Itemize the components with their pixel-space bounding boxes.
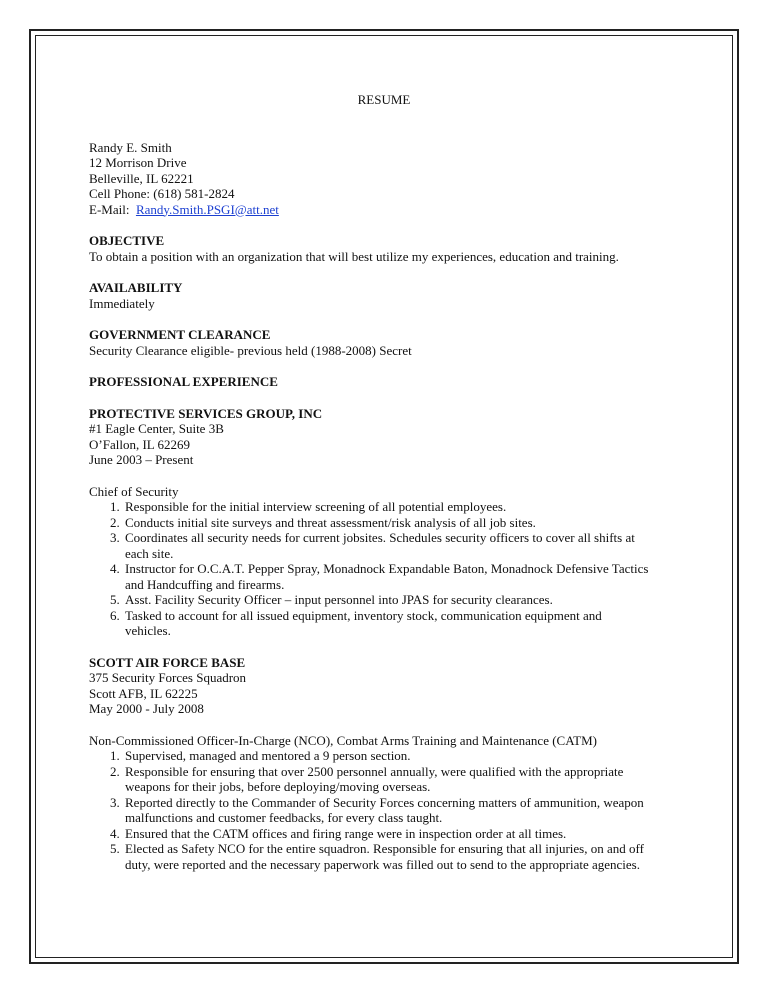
email-link[interactable]: Randy.Smith.PSGI@att.net bbox=[135, 201, 279, 217]
duty-text-line: Responsible for the initial interview screening of all potential employees. bbox=[125, 499, 507, 514]
duty-text-line: Tasked to account for all issued equipment, inventory stock, communication equipment and bbox=[125, 607, 602, 623]
contact-city: Belleville, IL 62221 bbox=[89, 170, 194, 186]
duty-text-line: Instructor for O.C.A.T. Pepper Spray, Monadnock Expandable Baton, Monadnock Defensive Tactics bbox=[125, 561, 649, 576]
duty-item bbox=[89, 841, 729, 872]
duty-item bbox=[89, 499, 729, 515]
job-address: 375 Security Forces Squadron bbox=[89, 670, 247, 685]
contact-block bbox=[89, 140, 729, 218]
objective-heading: OBJECTIVE bbox=[89, 233, 165, 248]
duty-item bbox=[89, 515, 729, 531]
duty-text-line: Reported directly to the Commander of Security Forces concerning matters of ammunition, weapon bbox=[125, 794, 644, 810]
duty-text-line: Conducts initial site surveys and threat assessment/risk analysis of all job sites. bbox=[125, 514, 536, 530]
duty-item bbox=[89, 795, 729, 826]
job-company: PROTECTIVE SERVICES GROUP, INC bbox=[89, 405, 323, 421]
duty-item bbox=[89, 530, 729, 561]
contact-email-row bbox=[89, 202, 729, 218]
job-section bbox=[89, 406, 729, 639]
duty-item bbox=[89, 608, 729, 639]
duty-item bbox=[89, 748, 729, 764]
duty-text-line: Asst. Facility Security Officer – input personnel into JPAS for security clearances. bbox=[125, 592, 553, 607]
duty-number: 5. bbox=[110, 592, 120, 607]
jobs-list bbox=[89, 406, 729, 873]
clearance-section bbox=[89, 327, 729, 358]
job-dates: June 2003 – Present bbox=[89, 452, 194, 467]
clearance-heading: GOVERNMENT CLEARANCE bbox=[89, 327, 271, 342]
duty-number: 6. bbox=[110, 607, 120, 623]
duty-text-line: each site. bbox=[125, 545, 174, 561]
job-city: Scott AFB, IL 62225 bbox=[89, 685, 198, 701]
availability-text: Immediately bbox=[89, 295, 155, 311]
duty-item bbox=[89, 561, 729, 592]
job-company: SCOTT AIR FORCE BASE bbox=[89, 654, 246, 670]
duty-number: 2. bbox=[110, 763, 120, 779]
duty-text-line: and Handcuffing and firearms. bbox=[125, 576, 285, 592]
job-section bbox=[89, 655, 729, 873]
document-title: RESUME bbox=[357, 92, 411, 107]
duty-text-line: Elected as Safety NCO for the entire squadron. Responsible for ensuring that all injuries, on and off bbox=[125, 841, 644, 856]
availability-section bbox=[89, 280, 729, 311]
experience-heading: PROFESSIONAL EXPERIENCE bbox=[89, 374, 278, 389]
contact-name: Randy E. Smith bbox=[89, 139, 172, 155]
duty-number: 5. bbox=[110, 841, 120, 856]
duty-text-line: duty, were reported and the necessary paperwork was filled out to send to the appropriate agencies. bbox=[125, 856, 640, 872]
objective-text: To obtain a position with an organization that will best utilize my experiences, education and training. bbox=[89, 248, 619, 264]
duties-list bbox=[89, 748, 729, 872]
duty-text-line: Ensured that the CATM offices and firing range were in inspection order at all times. bbox=[125, 825, 567, 841]
duty-item bbox=[89, 592, 729, 608]
job-role: Chief of Security bbox=[89, 483, 179, 499]
duty-text-line: weapons for their jobs, before deploying/moving overseas. bbox=[125, 779, 431, 794]
duty-number: 2. bbox=[110, 514, 120, 530]
duty-number: 4. bbox=[110, 825, 120, 841]
duty-number: 4. bbox=[110, 561, 120, 576]
job-dates: May 2000 - July 2008 bbox=[89, 701, 204, 716]
duty-text-line: vehicles. bbox=[125, 623, 171, 638]
duty-text-line: Supervised, managed and mentored a 9 person section. bbox=[125, 748, 411, 763]
job-address: #1 Eagle Center, Suite 3B bbox=[89, 421, 224, 436]
objective-section bbox=[89, 233, 729, 264]
duties-list bbox=[89, 499, 729, 639]
availability-heading: AVAILABILITY bbox=[89, 280, 183, 295]
duty-number: 3. bbox=[110, 794, 120, 810]
duty-text-line: Responsible for ensuring that over 2500 personnel annually, were qualified with the appropriate bbox=[125, 763, 624, 779]
duty-number: 3. bbox=[110, 530, 120, 545]
email-label: E-Mail: bbox=[89, 201, 130, 217]
duty-number: 1. bbox=[110, 499, 120, 514]
duty-text-line: malfunctions and customer feedbacks, for every class taught. bbox=[125, 810, 443, 825]
duty-text-line: Coordinates all security needs for current jobsites. Schedules security officers to cover all shifts at bbox=[125, 530, 635, 545]
contact-address: 12 Morrison Drive bbox=[89, 155, 187, 170]
resume-document bbox=[89, 92, 729, 872]
duty-item bbox=[89, 764, 729, 795]
contact-phone: Cell Phone: (618) 581-2824 bbox=[89, 186, 235, 201]
job-role: Non-Commissioned Officer-In-Charge (NCO), Combat Arms Training and Maintenance (CATM) bbox=[89, 732, 597, 748]
clearance-text: Security Clearance eligible- previous held (1988-2008) Secret bbox=[89, 342, 412, 358]
duty-item bbox=[89, 826, 729, 842]
job-city: O’Fallon, IL 62269 bbox=[89, 436, 190, 452]
duty-number: 1. bbox=[110, 748, 120, 763]
